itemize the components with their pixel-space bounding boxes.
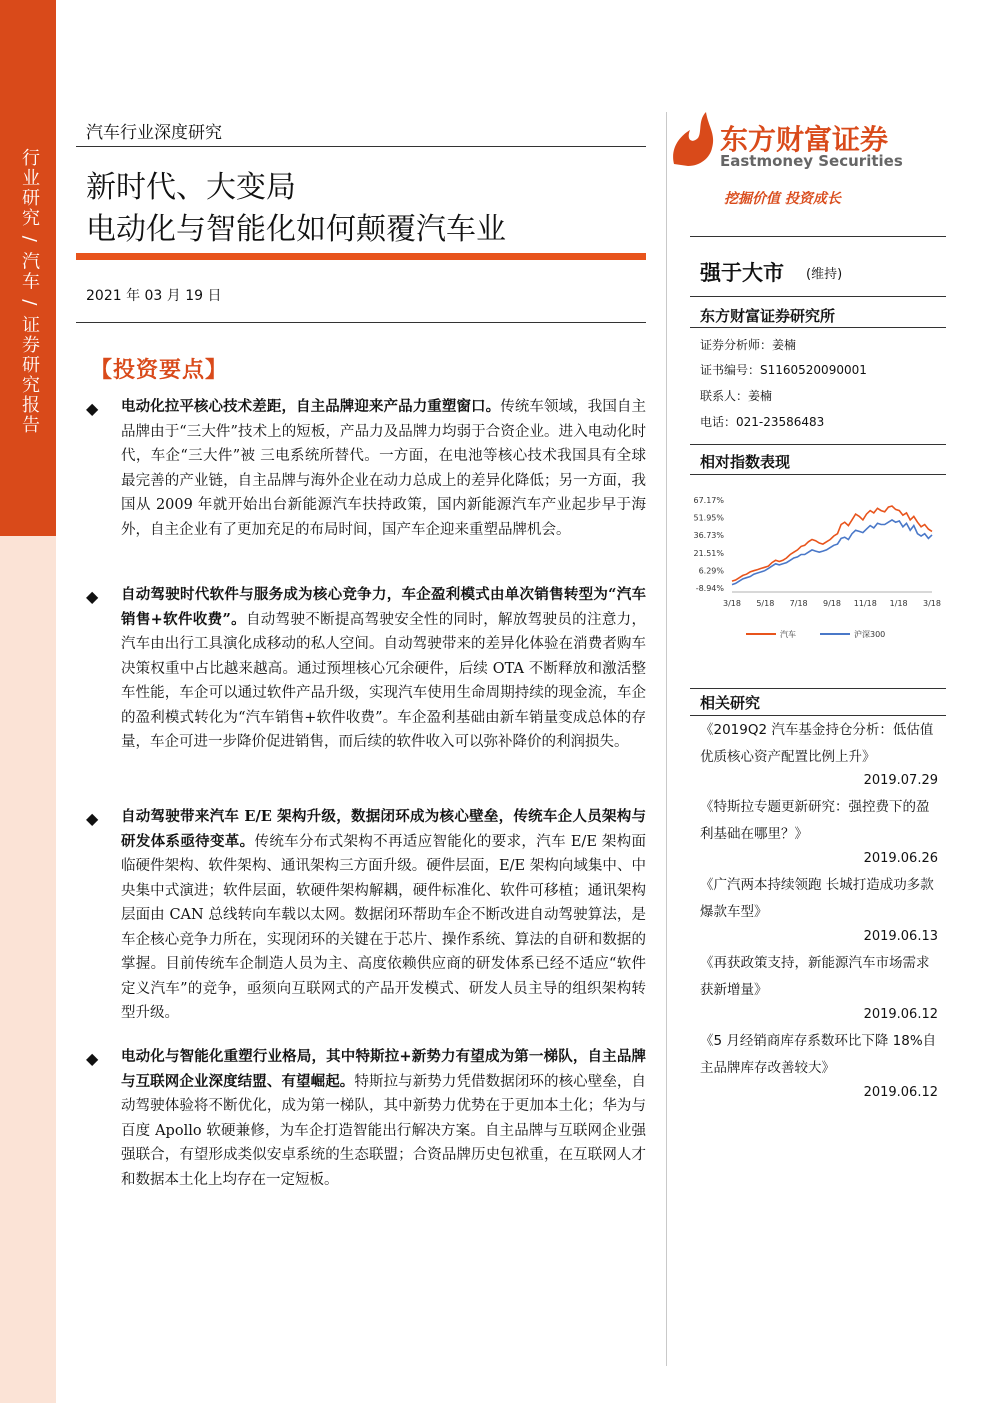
performance-heading: 相对指数表现 bbox=[700, 453, 791, 471]
divider bbox=[76, 146, 646, 147]
related-report-title[interactable]: 《2019Q2 汽车基金持仓分析：低估值优质核心资产配置比例上升》 bbox=[700, 722, 934, 765]
divider bbox=[690, 688, 946, 689]
report-type: 汽车行业深度研究 bbox=[86, 123, 222, 143]
bullet-lead: 自动驾驶时代软件与服务成为核心竞争力，车企盈利模式由单次销售转型为“汽车销售+软件收费”。 bbox=[121, 586, 646, 628]
related-report-date: 2019.06.12 bbox=[863, 1085, 938, 1100]
bullet-point bbox=[86, 805, 646, 1026]
logo-flame-icon bbox=[668, 108, 718, 168]
related-report-date: 2019.06.26 bbox=[863, 851, 938, 866]
x-tick-label: 7/18 bbox=[789, 599, 808, 608]
bullet-body: 特斯拉与新势力凭借数据闭环的核心壁垒，自动驾驶体验将不断优化，成为第一梯队，其中新势力优势在于更加本土化；华为与百度 Apollo 软硬兼修，为车企打造智能出行解决方案。自主品牌与互联网企业强强联合，有望形成类似安卓系统的生态联盟；合资品牌历史包袱重，在互联网人才和数据本土化上均存在一定短板。 bbox=[121, 1073, 647, 1188]
rating-note: (维持) bbox=[806, 267, 843, 282]
related-report-title[interactable]: 《5 月经销商库存系数环比下降 18%自主品牌库存改善较大》 bbox=[700, 1033, 937, 1076]
sidebar-category-text: 行业研究 / 汽车 / 证券研究报告 bbox=[19, 148, 40, 436]
diamond-icon: ◆ bbox=[86, 809, 99, 828]
diamond-icon: ◆ bbox=[86, 587, 99, 606]
bullet-point bbox=[86, 1045, 646, 1192]
divider bbox=[690, 474, 946, 475]
analyst: 证券分析师：姜楠 bbox=[700, 338, 797, 352]
divider bbox=[690, 715, 946, 716]
x-tick-label: 11/18 bbox=[853, 599, 877, 608]
x-tick-label: 3/18 bbox=[923, 599, 941, 608]
institute-name: 东方财富证券研究所 bbox=[700, 307, 836, 325]
certificate-number: 证书编号：S1160520090001 bbox=[700, 363, 867, 377]
related-report-title[interactable]: 《特斯拉专题更新研究：强控费下的盈利基础在哪里？》 bbox=[700, 799, 930, 842]
y-tick-label: 6.29% bbox=[698, 566, 724, 576]
y-tick-label: 21.51% bbox=[693, 548, 724, 558]
x-tick-label: 3/18 bbox=[723, 599, 741, 608]
contact-person: 联系人：姜楠 bbox=[700, 389, 773, 403]
series-line bbox=[732, 506, 932, 581]
legend-label: 汽车 bbox=[780, 630, 796, 639]
x-tick-label: 1/18 bbox=[889, 599, 908, 608]
investment-heading: 【投资要点】 bbox=[90, 358, 229, 383]
report-date: 2021 年 03 月 19 日 bbox=[86, 288, 222, 304]
title-line-2: 电动化与智能化如何颠覆汽车业 bbox=[86, 212, 506, 247]
x-tick-label: 9/18 bbox=[823, 599, 841, 608]
related-report-title[interactable]: 《广汽两本持续领跑 长城打造成功多款爆款车型》 bbox=[700, 877, 934, 920]
divider bbox=[690, 236, 946, 237]
divider bbox=[690, 444, 946, 445]
bullet-point bbox=[86, 583, 646, 755]
title-underline bbox=[76, 253, 646, 260]
diamond-icon: ◆ bbox=[86, 1049, 99, 1068]
bullet-point bbox=[86, 395, 646, 542]
slogan: 挖掘价值 投资成长 bbox=[724, 191, 841, 207]
divider bbox=[690, 296, 946, 297]
y-tick-label: 36.73% bbox=[693, 531, 724, 541]
column-divider bbox=[666, 112, 667, 1366]
phone: 电话：021-23586483 bbox=[700, 415, 825, 429]
y-tick-label: 51.95% bbox=[693, 513, 724, 523]
bullet-body: 传统车分布式架构不再适应智能化的要求，汽车 E/E 架构面临硬件架构、软件架构、通讯架构三方面升级。硬件层面，E/E 架构向域集中、中央集中式演进；软件层面，软硬件架构解耦，硬件标准化、软件可移植；通讯架构层面由 CAN 总线转向车载以太网。数据闭环帮助车企不断改进自动驾驶算法，是车企核心竞争力所在，实现闭环的关键在于芯片、操作系统、算法的自研和数据的掌握。目前传统车企制造人员为主、高度依赖供应商的研发体系已经不适应“软件定义汽车”的竞争，亟须向互联网式的产品开发模式、研发人员主导的组织架构转型升级。 bbox=[121, 833, 647, 1021]
divider bbox=[690, 327, 946, 328]
bullet-body: 传统车领域，我国自主品牌由于“三大件”技术上的短板，产品力及品牌力均弱于合资企业。进入电动化时代，车企“三大件”被 三电系统所替代。一方面，在电池等核心技术我国具有全球最完善的产业链，自主品牌与海外企业在动力总成上的差异化降低；另一方面，我国从 2009 年就开始出台新能源汽车扶持政策，国内新能源汽车产业起步早于海外，自主企业有了更加充足的布局时间，国产车企迎来重塑品牌机会。 bbox=[121, 399, 647, 538]
related-research-heading: 相关研究 bbox=[700, 694, 761, 712]
bullet-lead: 自动驾驶带来汽车 E/E 架构升级，数据闭环成为核心壁垒，传统车企人员架构与研发体系亟待变革。 bbox=[121, 808, 646, 850]
related-report-date: 2019.07.29 bbox=[863, 773, 938, 788]
related-report-title[interactable]: 《再获政策支持，新能源汽车市场需求获新增量》 bbox=[700, 955, 930, 998]
bullet-lead: 电动化与智能化重塑行业格局，其中特斯拉+新势力有望成为第一梯队，自主品牌与互联网企业深度结盟、有望崛起。 bbox=[121, 1048, 646, 1090]
legend-label: 沪深300 bbox=[854, 630, 886, 639]
relative-performance-chart bbox=[688, 488, 948, 648]
series-line bbox=[732, 520, 932, 585]
logo-name-en: Eastmoney Securities bbox=[720, 152, 903, 170]
x-tick-label: 5/18 bbox=[756, 599, 775, 608]
logo-name-cn: 东方财富证券 bbox=[720, 123, 889, 156]
sidebar bbox=[0, 0, 56, 1403]
bullet-lead: 电动化拉平核心技术差距，自主品牌迎来产品力重塑窗口。 bbox=[121, 398, 501, 415]
y-tick-label: 67.17% bbox=[693, 496, 724, 505]
title-line-1: 新时代、大变局 bbox=[86, 170, 296, 205]
related-report-date: 2019.06.13 bbox=[863, 929, 938, 944]
divider bbox=[76, 322, 646, 323]
rating: 强于大市 bbox=[700, 261, 784, 285]
diamond-icon: ◆ bbox=[86, 399, 99, 418]
company-logo bbox=[668, 108, 948, 178]
bullet-body: 自动驾驶不断提高驾驶安全性的同时，解放驾驶员的注意力，汽车由出行工具演化成移动的私人空间。自动驾驶带来的差异化体验在消费者购车决策权重中占比越来越高。通过预埋核心冗余硬件，后续 OTA 不断释放和激活整车性能，车企可以通过软件产品升级，实现汽车使用生命周期持续的现金流，车企的盈利模式转化为“汽车销售+软件收费”。车企盈利基础由新车销量变成总体的存量，车企可进一步降价促进销售，而后续的软件收入可以弥补降价的利润损失。 bbox=[121, 611, 646, 750]
y-tick-label: -8.94% bbox=[695, 584, 724, 593]
related-report-date: 2019.06.12 bbox=[863, 1007, 938, 1022]
